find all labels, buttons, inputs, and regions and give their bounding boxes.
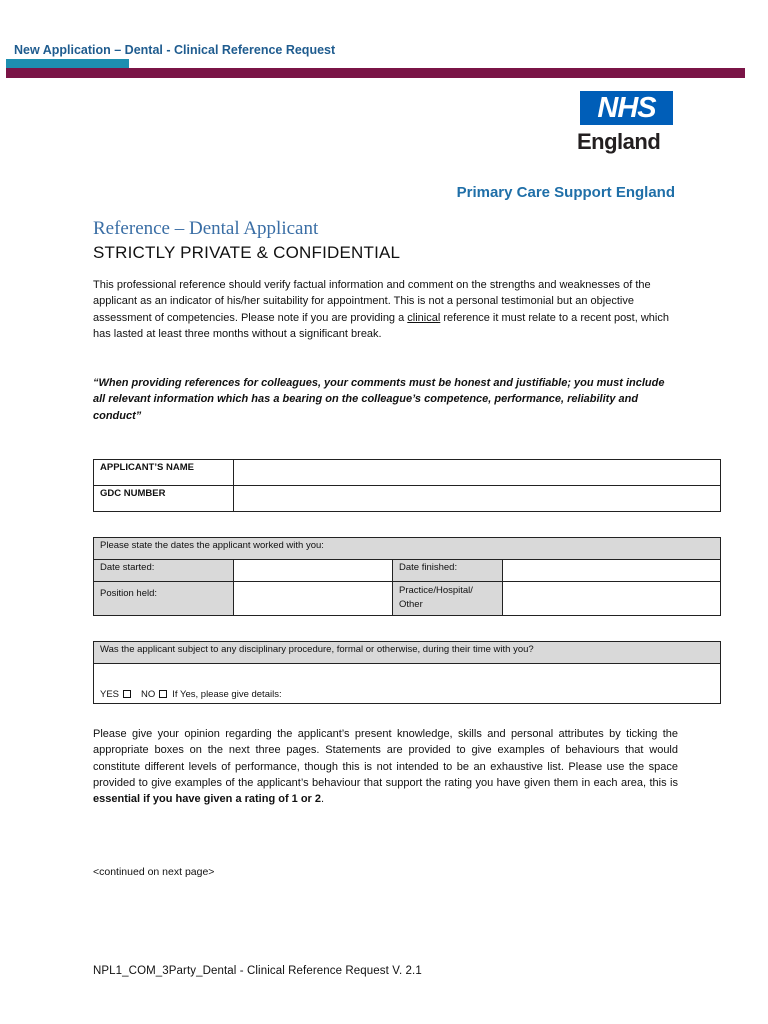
gdc-number-field[interactable] [234,486,721,512]
table-row [94,486,721,512]
disciplinary-question: Was the applicant subject to any disciplinary procedure, formal or otherwise, during their time with you? [94,642,721,664]
opinion-text: Please give your opinion regarding the applicant’s present knowledge, skills and personal attributes by ticking the appropriate boxes on the next three pages. Statements are provided to give examples of behaviours that would constitute different levels of performance, though this is not intended to be an exhaustive list. Please use the space provided to give examples of the applicant’s behaviour that support the rating you have given them in each area, this is [93,728,678,789]
dates-heading: Please state the dates the applicant worked with you: [94,538,721,560]
reference-title: Reference – Dental Applicant [93,218,319,239]
no-checkbox[interactable] [159,690,167,698]
table-row [94,560,721,582]
applicant-name-label: APPLICANT’S NAME [94,460,234,486]
opinion-paragraph [93,726,678,807]
nhs-logo-text: NHS [597,92,656,124]
practice-field[interactable] [503,582,721,616]
continued-note: <continued on next page> [93,866,215,878]
header-accent-bar [6,59,129,68]
table-row [94,642,721,664]
yes-checkbox[interactable] [123,690,131,698]
table-row [94,664,721,704]
intro-text-before: This professional reference should verify factual information and comment on the strengths and weaknesses of the applicant as an indicator of his/her suitability for appointment. This is not a personal testimonial but an objective assessment of competencies. Please note if you are providing a [93,279,651,324]
table-row [94,538,721,560]
applicant-details-table [93,459,721,512]
logo-england-text: England [577,129,661,154]
opinion-text-end: . [321,793,325,806]
nhs-logo-box [580,91,673,125]
position-held-field[interactable] [234,582,393,616]
disciplinary-table [93,641,721,704]
nhs-england-logo [577,91,677,155]
disciplinary-answer-cell [94,664,721,704]
practice-label: Practice/Hospital/ Other [393,582,503,616]
date-started-field[interactable] [234,560,393,582]
yes-label: YES [100,689,120,700]
position-held-label: Position held: [94,582,234,616]
table-row [94,582,721,616]
date-started-label: Date started: [94,560,234,582]
opinion-bold-text: essential if you have given a rating of 1 or 2 [93,793,322,806]
employment-dates-table [93,537,721,616]
intro-paragraph [93,277,678,342]
confidential-heading: STRICTLY PRIVATE & CONFIDENTIAL [93,243,401,262]
intro-underlined-word: clinical [407,311,441,324]
header-rule-bar [6,68,745,78]
no-label: NO [141,689,156,700]
date-finished-label: Date finished: [393,560,503,582]
table-row [94,460,721,486]
details-label: If Yes, please give details: [172,689,282,700]
applicant-name-field[interactable] [234,460,721,486]
intro-text-after: reference it must relate to a recent post, which has lasted at least three months without a significant break. [93,311,669,340]
gdc-number-label: GDC NUMBER [94,486,234,512]
organisation-name: Primary Care Support England [456,184,675,201]
date-finished-field[interactable] [503,560,721,582]
guidance-quote: “When providing references for colleagues, your comments must be honest and justifiable; you must include all relevant information which has a bearing on the colleague’s competence, performance, reliability and conduct” [93,377,665,422]
header-title: New Application – Dental - Clinical Reference Request [14,43,336,57]
document-footer: NPL1_COM_3Party_Dental - Clinical Reference Request V. 2.1 [93,965,422,977]
